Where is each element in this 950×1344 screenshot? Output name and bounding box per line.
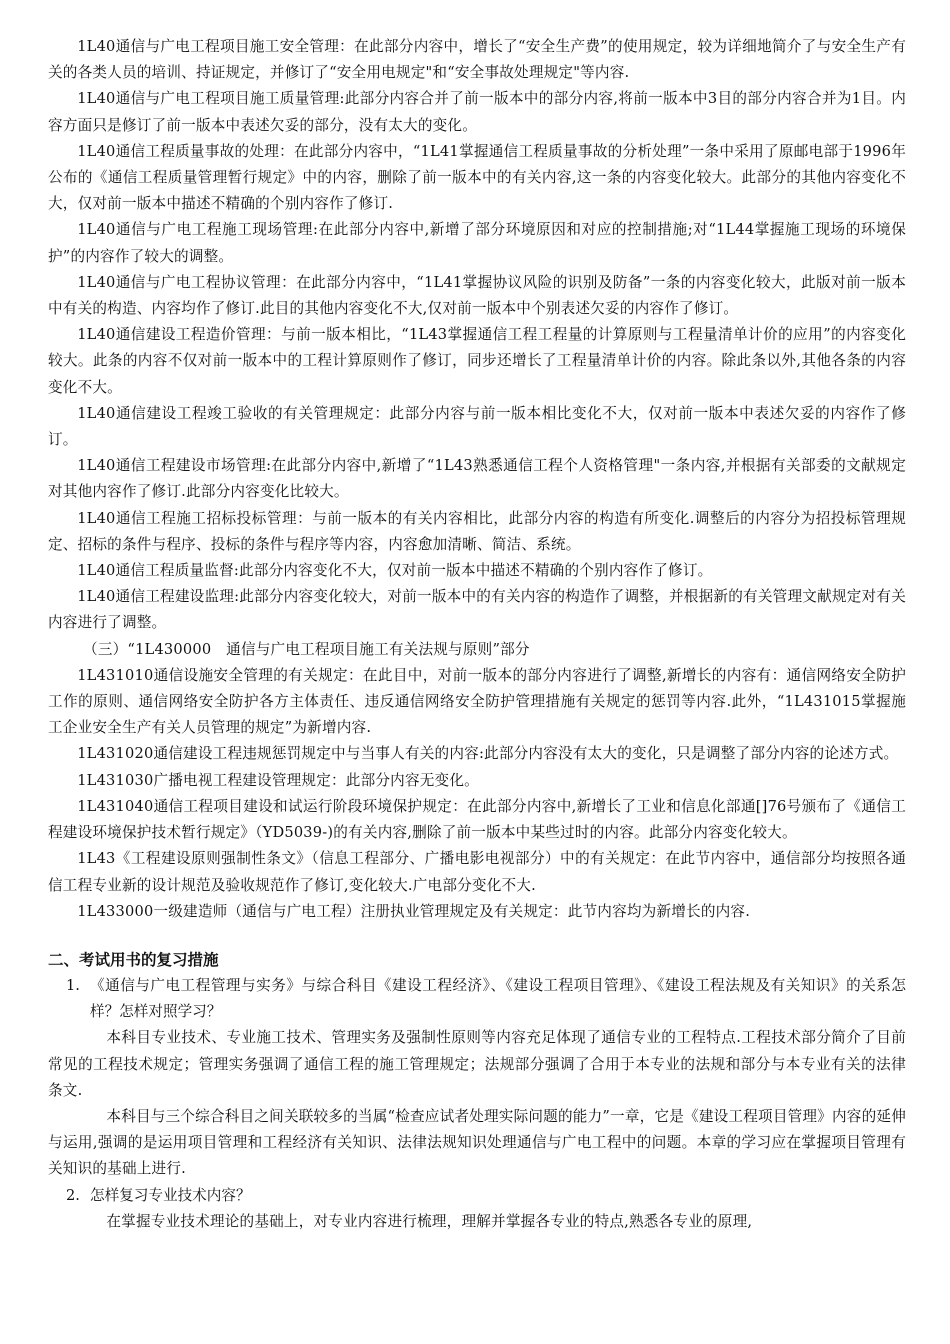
paragraph-quality-management: 1L40通信与广电工程项目施工质量管理:此部分内容合并了前一版本中的部分内容,将前一版本中3目的部分内容合并为1目。内容方面只是修订了前一版本中表述欠妥的部分，没有太大的变化。 (48, 90, 906, 134)
paragraph-mandatory-provisions: 1L43《工程建设原则强制性条文》（信息工程部分、广播电影电视部分）中的有关规定：在此节内容中，通信部分均按照各通信工程专业新的设计规范及验收规范作了修订,变化较大.广电部分变化不大. (48, 850, 906, 894)
paragraph-bidding-management: 1L40通信工程施工招标投标管理：与前一版本的有关内容相比，此部分内容的构造有所变化.调整后的内容分为招投标管理规定、招标的条件与程序、投标的条件与程序等内容，内容愈加清晰、简洁、系统。 (48, 509, 906, 553)
paragraph-environmental-protection: 1L431040通信工程项目建设和试运行阶段环境保护规定：在此部分内容中,新增长了工业和信息化部通[]76号颁布了《通信工程建设环境保护技术暂行规定》（YD5039-)的有关内容,删除了前一版本中某些过时的内容。此部分内容变化较大。 (48, 797, 906, 842)
paragraph-site-management: 1L40通信与广电工程施工现场管理:在此部分内容中,新增了部分环境原因和对应的控制措施;对“1L44掌握施工现场的环境保护”的内容作了较大的调整。 (48, 221, 906, 265)
paragraph-quality-supervision: 1L40通信工程质量监督:此部分内容变化不大，仅对前一版本中描述不精确的个别内容作了修订。 (77, 562, 713, 580)
answer-1-paragraph-2: 本科目与三个综合科目之间关联较多的当属“检查应试者处理实际问题的能力”一章，它是《建设工程项目管理》内容的延伸与运用,强调的是运用项目管理和工程经济有关知识、法律法规知识处理通信与广电工程中的问题。本章的学习应在掌握项目管理有关知识的基础上进行. (48, 1107, 906, 1178)
paragraph-quality-accident: 1L40通信工程质量事故的处理：在此部分内容中，“1L41掌握通信工程质量事故的分析处理”一条中采用了原邮电部于1996年公布的《通信工程质量管理暂行规定》中的内容，删除了前一版本中的有关内容,这一条的内容变化较大。此部分的其他内容变化不大，仅对前一版本中描述不精确的个别内容作了修订. (48, 142, 906, 213)
question-1-text: 《通信与广电工程管理与实务》与综合科目《建设工程经济》、《建设工程项目管理》、《建设工程法规及有关知识》的关系怎样？怎样对照学习？ (90, 976, 906, 1021)
section-heading-review: 二、考试用书的复习措施 (48, 950, 219, 969)
paragraph-contract-management: 1L40通信与广电工程协议管理：在此部分内容中，“1L41掌握协议风险的识别及防备”一条的内容变化较大，此版对前一版本中有关的构造、内容均作了修订.此目的其他内容变化不大,仅对前一版本中个别表述欠妥的内容作了修订。 (48, 273, 906, 318)
paragraph-safety-management: 1L40通信与广电工程项目施工安全管理：在此部分内容中，增长了“安全生产费”的使用规定，较为详细地简介了与安全生产有关的各类人员的培训、持证规定，并修订了“安全用电规定"和“安全事故处理规定"等内容. (48, 38, 906, 82)
question-2-number: 2. (66, 1186, 80, 1204)
answer-2-paragraph-1: 在掌握专业技术理论的基础上，对专业内容进行梳理，理解并掌握各专业的特点,熟悉各专业的原理, (106, 1212, 753, 1230)
paragraph-violation-penalty: 1L431020通信建设工程违规惩罚规定中与当事人有关的内容:此部分内容没有太大的变化，只是调整了部分内容的论述方式。 (77, 745, 899, 763)
paragraph-construction-supervision: 1L40通信工程建设监理:此部分内容变化较大，对前一版本中的有关内容的构造作了调整，并根据新的有关管理文献规定对有关内容进行了调整。 (48, 588, 906, 632)
document-page (48, 34, 906, 1235)
question-2-text: 怎样复习专业技术内容？ (90, 1186, 251, 1204)
paragraph-registration-management: 1L433000一级建造师（通信与广电工程）注册执业管理规定及有关规定：此节内容均为新增长的内容. (77, 902, 751, 920)
paragraph-broadcast-regulation: 1L431030广播电视工程建设管理规定：此部分内容无变化。 (77, 771, 479, 789)
question-1 (48, 973, 906, 1025)
paragraph-facility-safety: 1L431010通信设施安全管理的有关规定：在此目中，对前一版本的部分内容进行了调整,新增长的内容有：通信网络安全防护工作的原则、通信网络安全防护各方主体责任、违反通信网络安全防护管理措施有关规定的惩罚等内容.此外，“1L431015掌握施工企业安全生产有关人员管理的规定”为新增内容. (48, 666, 906, 737)
answer-1-paragraph-1: 本科目专业技术、专业施工技术、管理实务及强制性原则等内容充足体现了通信专业的工程特点.工程技术部分简介了目前常见的工程技术规定；管理实务强调了通信工程的施工管理规定；法规部分强调了合用于本专业的法规和部分与本专业有关的法律条文. (48, 1029, 906, 1099)
paragraph-market-management: 1L40通信工程建设市场管理:在此部分内容中,新增了“1L43熟悉通信工程个人资格管理"一条内容,并根据有关部委的文献规定对其他内容作了修订.此部分内容变化比较大。 (48, 457, 906, 501)
question-2 (48, 1183, 906, 1209)
paragraph-cost-management: 1L40通信建设工程造价管理：与前一版本相比，“1L43掌握通信工程工程量的计算原则与工程量清单计价的应用”的内容变化较大。此条的内容不仅对前一版本中的工程计算原则作了修订，同步还增长了工程量清单计价的内容。除此条以外,其他各条的内容变化不大。 (48, 326, 906, 396)
subsection-heading-laws: （三）“1L430000 通信与广电工程项目施工有关法规与原则”部分 (83, 640, 530, 658)
question-1-number: 1. (66, 976, 80, 994)
paragraph-completion-acceptance: 1L40通信建设工程竣工验收的有关管理规定：此部分内容与前一版本相比变化不大，仅对前一版本中表述欠妥的内容作了修订。 (48, 404, 906, 449)
